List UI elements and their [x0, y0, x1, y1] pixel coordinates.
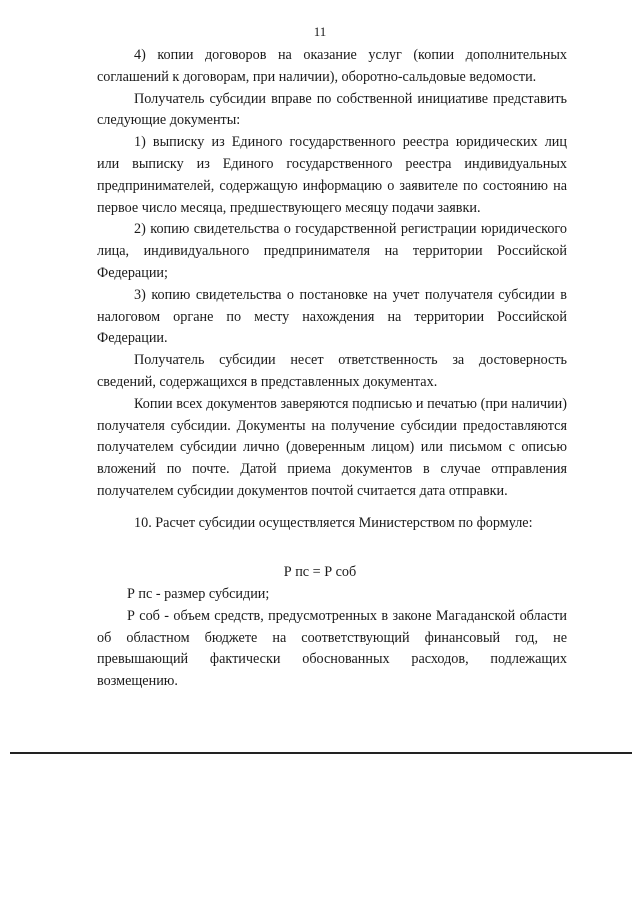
definition-r-ps: Р пс - размер субсидии; [127, 586, 270, 602]
paragraph-item-2-registration-certificate: 2) копию свидетельства о государственной регистрации юридического лица, индивидуального предпринимателя на территории Российской Федерации; [97, 221, 567, 281]
paragraph-document-copies: Копии всех документов заверяются подписью и печатью (при наличии) получателя субсидии. Документы на получение субсидии предоставляются получателем субсидии лично (доверенным лицом) или письмом с описью вложений по почте. Датой приема документов в случае отправления получателем субсидии документов почтой считается дата отправки. [97, 395, 567, 499]
page-number: 11 [313, 24, 327, 39]
paragraph-section-10-calculation: 10. Расчет субсидии осуществляется Министерством по формуле: [134, 514, 533, 531]
paragraph-optional-documents-intro: Получатель субсидии вправе по собственной инициативе представить следующие документы: [97, 90, 567, 129]
paragraph-item-1-registry-extract: 1) выписку из Единого государственного реестра юридических лиц или выписку из Единого государственного реестра индивидуальных предпринимателей, содержащую информацию о заявителе по состоянию на первое число месяца, предшествующего месяцу подачи заявки. [97, 134, 567, 216]
page-bottom-rule [10, 752, 632, 754]
paragraph-responsibility: Получатель субсидии несет ответственность за достоверность сведений, содержащихся в представленных документах. [97, 352, 567, 390]
document-body [97, 45, 567, 535]
paragraph-item-3-tax-certificate: 3) копию свидетельства о постановке на учет получателя субсидии в налоговом органе по месту нахождения на территории Российской Федерации. [97, 286, 567, 347]
subsidy-formula: Р пс = Р соб [283, 564, 357, 580]
definition-r-sob: Р соб - объем средств, предусмотренных в законе Магаданской области об областном бюджете на соответствующий финансовый год, не превышающий фактически обоснованных расходов, подлежащих возмещению. [97, 607, 567, 690]
paragraph-item-4-contracts: 4) копии договоров на оказание услуг (копии дополнительных соглашений к договорам, при наличии), оборотно-сальдовые ведомости. [97, 47, 567, 85]
formula-definitions [97, 584, 567, 693]
